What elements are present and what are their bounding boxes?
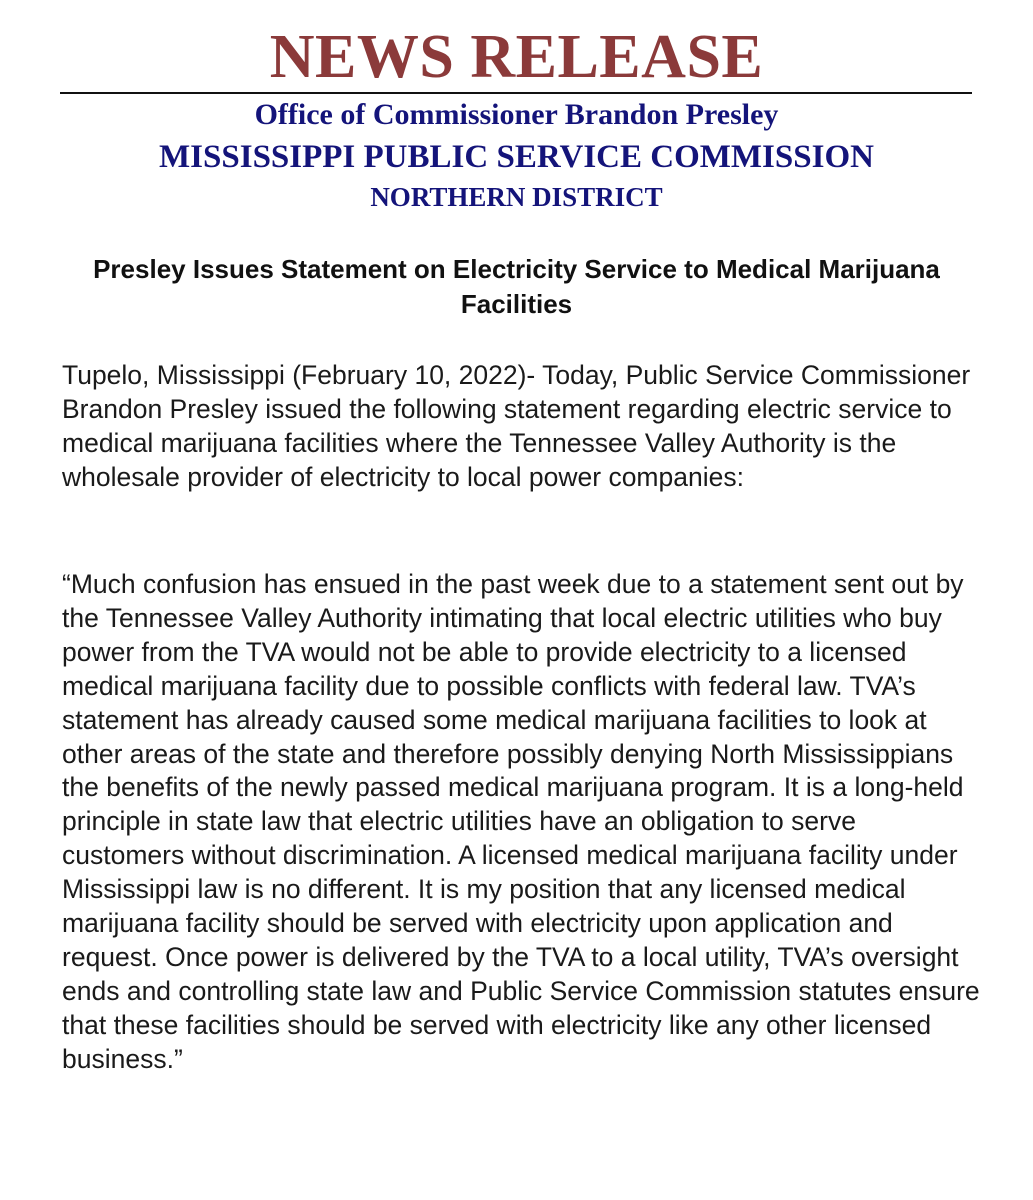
statement-quote-paragraph: “Much confusion has ensued in the past week due to a statement sent out by the Tennessee Valley Authority intimating that local electric utilities who buy power from the TVA would not be able to provide electricity to a licensed medical marijuana facility due to possible conflicts with federal law. TVA’s statement has already caused some medical marijuana facilities to look at other areas of the state and therefore possibly denying North Mississippians the benefits of the newly passed medical marijuana program. It is a long-held principle in state law that electric utilities have an obligation to serve customers without discrimination. A licensed medical marijuana facility under Mississippi law is no different. It is my position that any licensed medical marijuana facility should be served with electricity upon application and request. Once power is delivered by the TVA to a local utility, TVA’s oversight ends and controlling state law and Public Service Commission statutes ensure that these facilities should be served with electricity like any other licensed business.” [62,569,980,1074]
office-name: Office of Commissioner Brandon Presley [254,98,779,131]
lede-paragraph: Tupelo, Mississippi (February 10, 2022)- Today, Public Service Commissioner Brandon Presley issued the following statement regarding electric service to medical marijuana facilities where the Tennessee Valley Authority is the wholesale provider of electricity to local power companies: [62,360,971,492]
news-release-banner: NEWS RELEASE [269,23,764,91]
commission-name: MISSISSIPPI PUBLIC SERVICE COMMISSION [159,139,874,175]
release-headline: Presley Issues Statement on Electricity Service to Medical Marijuana Facilities [93,254,940,319]
header-divider [60,92,972,94]
district-name: NORTHERN DISTRICT [370,182,663,212]
